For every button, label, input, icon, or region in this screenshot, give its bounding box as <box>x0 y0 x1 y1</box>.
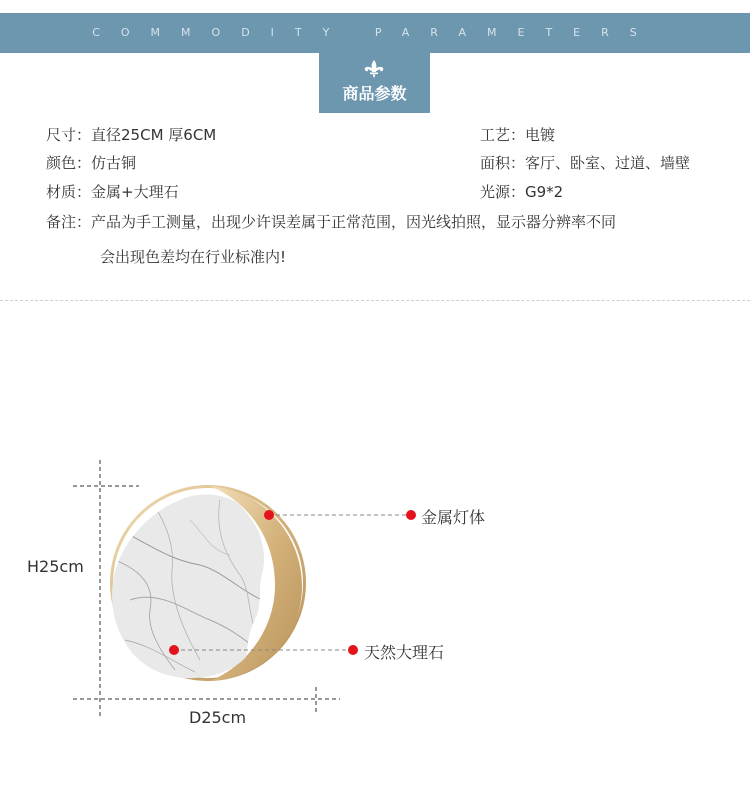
spec-material-label: 材质： <box>46 183 92 201</box>
spec-note-label: 备注： <box>46 213 92 231</box>
spec-area-value: 客厅、卧室、过道、墙壁 <box>525 154 691 172</box>
diameter-label: D25cm <box>189 708 247 727</box>
spec-light-label: 光源： <box>480 183 526 201</box>
spec-material-value: 金属+大理石 <box>91 183 179 201</box>
callout-metal-label: 金属灯体 <box>421 508 486 527</box>
callout-marble-label: 天然大理石 <box>364 643 445 662</box>
spec-craft-value: 电镀 <box>525 126 556 144</box>
banner-title-text: COMMODITY PARAMETERS <box>92 26 658 39</box>
height-label: H25cm <box>27 557 84 576</box>
spec-note-line2: 会出现色差均在行业标准内! <box>100 248 287 266</box>
callout-metal-dot-start <box>264 510 274 520</box>
callout-marble-dot-start <box>169 645 179 655</box>
spec-color-label: 颜色： <box>46 154 92 172</box>
spec-size-value: 直径25CM 厚6CM <box>91 126 217 144</box>
spec-color-value: 仿古铜 <box>91 154 137 172</box>
spec-light-value: G9*2 <box>525 183 564 201</box>
spec-note-line1: 产品为手工测量，出现少许误差属于正常范围，因光线拍照，显示器分辨率不同 <box>91 213 617 231</box>
callout-marble-dot-end <box>348 645 358 655</box>
spec-size-label: 尺寸： <box>46 126 92 144</box>
callout-metal-dot-end <box>406 510 416 520</box>
tag-title: 商品参数 <box>342 84 407 103</box>
spec-area-label: 面积： <box>480 154 526 172</box>
spec-craft-label: 工艺： <box>480 126 526 144</box>
